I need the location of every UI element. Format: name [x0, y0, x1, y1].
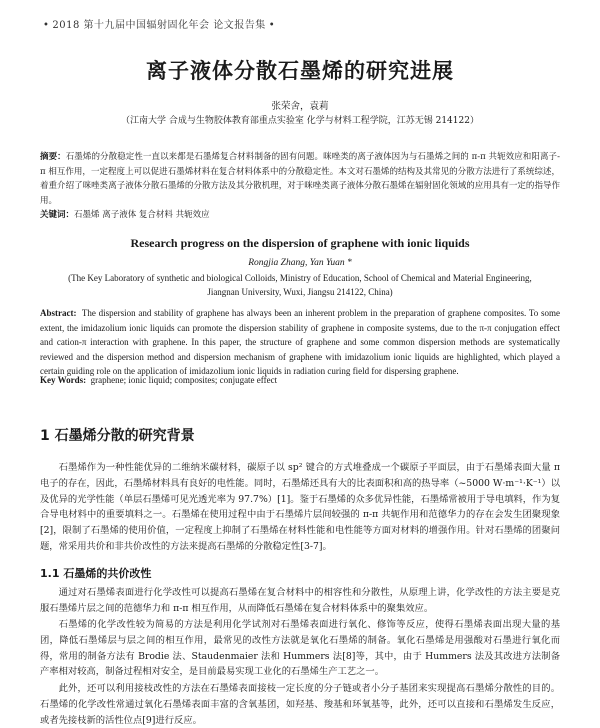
- abstract-cn-label: 摘要：: [40, 152, 66, 162]
- keywords-cn: [40, 208, 560, 220]
- abstract-en-text: The dispersion and stability of graphene has always been an inherent problem in the preparation of graphene composites. To some extent, the imidazolium ionic liquids can promote the dispersion stability of graphene in composite systems, due to the π-π conjugation effect and cation-π interaction with graphene. In this paper, the structure of graphene and some common dispersion methods are systematically reviewed and the dispersion method and dispersion mechanism of graphene with imidazolium ionic liquids are highlighted, which played a certain guiding role on the application of imidazolium ionic liquids in radiation curing field for dispersing graphene.: [40, 308, 560, 376]
- keywords-cn-label: 关键词：: [40, 210, 75, 220]
- abstract-en: [40, 306, 560, 379]
- affiliation: （江南大学 合成与生物胶体教育部重点实验室 化学与材料工程学院，江苏无锡 214122）: [121, 116, 479, 126]
- running-header: [40, 16, 278, 31]
- abstract-en-label: Abstract:: [40, 308, 77, 318]
- section11-paragraph-3: 此外，还可以利用接枝改性的方法在石墨烯表面接枝一定长度的分子链或者小分子基团来实现提高石墨烯分散性的目的。石墨烯的化学改性常通过氧化石墨烯表面丰富的含氧基团，如羟基、羧基和环氧基等，此外，还可以直接和石墨烯发生反应，或者先接枝新的活性位点[9]进行反应。: [40, 683, 560, 726]
- paper-title: 离子液体分散石墨烯的研究进展: [146, 59, 454, 83]
- header-bullet-left: •: [43, 20, 50, 31]
- keywords-en-text: graphene; ionic liquid; composites; conjugate effect: [90, 375, 278, 385]
- keywords-en-label: Key Words:: [40, 375, 87, 385]
- keywords-en: [40, 375, 560, 385]
- section11-paragraph-1: 通过对石墨烯表面进行化学改性可以提高石墨烯在复合材料中的相容性和分散性，从原理上讲，化学改性的方法主要是克服石墨烯片层之间的范德华力和 π-π 相互作用，从而降低石墨烯在复合材料体系中的聚集效应。: [40, 587, 560, 614]
- english-affiliation: (The Key Laboratory of synthetic and biological Colloids, Ministry of Education, School of Chemical and Material Engineering, Jiangnan University, Wuxi, Jiangsu 214122, China): [68, 273, 532, 297]
- abstract-cn-text: 石墨烯的分散稳定性一直以来都是石墨烯复合材料制备的固有问题。咪唑类的离子液体因为与石墨烯之间的 π-π 共轭效应和阳离子-π 相互作用，一定程度上可以促进石墨烯材料在复合材料体系中的分散稳定性。本文对石墨烯的结构及其常见的分散方法进行了系统综述，着重介绍了咪唑类离子液体分散石墨烯的分散方法及其分散机理，对于咪唑类离子液体分散石墨烯在辐射固化领域的应用具有一定的指导作用。: [40, 152, 560, 206]
- header-text: 2018 第十九届中国辐射固化年会 论文报告集: [52, 20, 266, 31]
- author-list: 张荣舍，袁莉: [271, 101, 329, 112]
- english-authors: Rongjia Zhang, Yan Yuan *: [248, 258, 352, 268]
- section-heading-1-1: 1.1 石墨烯的共价改性: [40, 567, 152, 580]
- section11-paragraph-2: 石墨烯的化学改性较为简易的方法是利用化学试剂对石墨烯表面进行氧化、修饰等反应，使得石墨烯表面出现大量的基团，降低石墨烯层与层之间的相互作用，最常见的改性方法就是氧化石墨烯的制备。氧化石墨烯是用强酸对石墨进行氧化而得，常用的制备方法有 Brodie 法、Staudenmaier 法和 Hummers 法[8]等，其中，由于 Hummers 法及其改进方法制备产率相对较高，制备过程相对安全，是目前最易实现工业化的石墨烯生产工艺之一。: [40, 619, 560, 678]
- keywords-cn-text: 石墨烯 离子液体 复合材料 共轭效应: [74, 210, 210, 220]
- section-heading-1: 1 石墨烯分散的研究背景: [40, 428, 195, 444]
- header-bullet-right: •: [268, 20, 276, 31]
- section1-paragraph-1: 石墨烯作为一种性能优异的二维纳米碳材料，碳原子以 sp² 键合的方式堆叠成一个碳原子平面层，由于石墨烯表面大量 π 电子的存在，因此，石墨烯材料具有良好的电性能。同时，石墨烯还具有大的比表面积和高的热导率（~5000 W·m⁻¹·K⁻¹）以及优异的光学性能（单层石墨烯可见光透光率为 97.7%）[1]。鉴于石墨烯的众多优异性能，石墨烯常被用于导电填料，作为复合导电材料中的重要填料之一。石墨烯在使用过程中由于石墨烯片层间较强的 π-π 共轭作用和范德华力的存在会发生团聚现象[2]，限制了石墨烯的使用价值，一定程度上抑制了石墨烯在材料性能和电性能等方面对材料的增强作用。针对石墨烯的团聚问题，常采用共价和非共价改性的方法来提高石墨烯的分散稳定性[3-7]。: [40, 462, 560, 552]
- english-title: Research progress on the dispersion of graphene with ionic liquids: [130, 236, 470, 250]
- abstract-cn: [40, 150, 560, 208]
